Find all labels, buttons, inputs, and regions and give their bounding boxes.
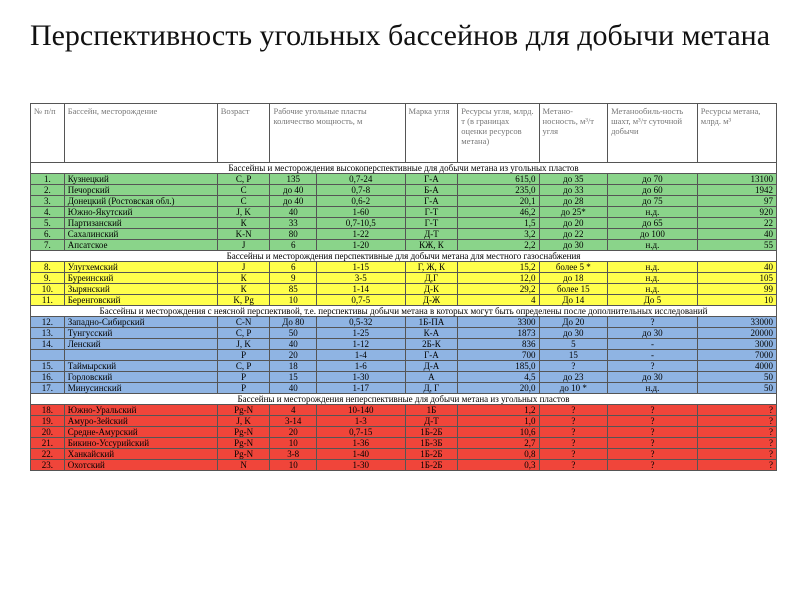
table-cell: ?: [539, 449, 608, 460]
table-cell: 0,7-10,5: [316, 218, 405, 229]
table-cell: н.д.: [608, 207, 698, 218]
header-seams: Рабочие угольные пласты количество мощность, м: [270, 104, 405, 163]
table-row: [31, 196, 777, 207]
slide-title: Перспективность угольных бассейнов для добычи метана: [29, 19, 771, 52]
table-body: [31, 163, 777, 471]
table-cell: 40: [270, 383, 316, 394]
table-cell: Д-Т: [405, 229, 458, 240]
table-cell: ?: [539, 427, 608, 438]
section-header-row: [31, 306, 777, 317]
table-cell: 0,7-15: [316, 427, 405, 438]
table-cell: Д,Г: [405, 273, 458, 284]
table-cell: 6.: [31, 229, 65, 240]
table-cell: более 5 *: [539, 262, 608, 273]
table-cell: 50: [270, 328, 316, 339]
table-cell: 1-15: [316, 262, 405, 273]
table-row: [31, 207, 777, 218]
header-basin: Бассейн, месторождение: [64, 104, 217, 163]
table-cell: Зырянский: [64, 284, 217, 295]
table-row: [31, 416, 777, 427]
table-cell: до 25*: [539, 207, 608, 218]
table-cell: 836: [458, 339, 539, 350]
table-cell: 1-25: [316, 328, 405, 339]
table-cell: Южно-Якутский: [64, 207, 217, 218]
table-cell: 0,7-5: [316, 295, 405, 306]
table-cell: Д-А: [405, 361, 458, 372]
table-cell: до 40: [270, 185, 316, 196]
table-cell: 2,2: [458, 240, 539, 251]
table-row: [31, 174, 777, 185]
table-cell: 235,0: [458, 185, 539, 196]
table-cell: 1-6: [316, 361, 405, 372]
table-cell: н.д.: [608, 273, 698, 284]
table-cell: 10.: [31, 284, 65, 295]
table-row: [31, 328, 777, 339]
table-row: [31, 427, 777, 438]
table-cell: 3-14: [270, 416, 316, 427]
table-row: [31, 405, 777, 416]
table-cell: Ленский: [64, 339, 217, 350]
table-cell: Г-А: [405, 350, 458, 361]
table-cell: 97: [697, 196, 776, 207]
table-cell: 6: [270, 262, 316, 273]
table-cell: до 75: [608, 196, 698, 207]
header-coal-grade: Марка угля: [405, 104, 458, 163]
table-cell: до 30: [539, 240, 608, 251]
table-cell: 40: [270, 207, 316, 218]
table-cell: 22.: [31, 449, 65, 460]
table-cell: 4: [270, 405, 316, 416]
table-cell: К: [217, 218, 270, 229]
table-cell: 15,2: [458, 262, 539, 273]
table-cell: 10,6: [458, 427, 539, 438]
table-cell: 13.: [31, 328, 65, 339]
table-cell: ?: [608, 416, 698, 427]
section-title: Бассейны и месторождения перспективные для добычи метана для местного газоснабжения: [31, 251, 777, 262]
table-cell: Pg-N: [217, 438, 270, 449]
table-row: [31, 383, 777, 394]
table-cell: 1-17: [316, 383, 405, 394]
table-cell: 20,0: [458, 383, 539, 394]
table-row: [31, 339, 777, 350]
table-cell: Д-К: [405, 284, 458, 295]
table-cell: 3300: [458, 317, 539, 328]
table-cell: ?: [539, 405, 608, 416]
table-cell: 2Б-К: [405, 339, 458, 350]
table-row: [31, 460, 777, 471]
table-cell: ?: [608, 317, 698, 328]
table-cell: 18: [270, 361, 316, 372]
table-cell: ?: [608, 361, 698, 372]
table-cell: до 40: [270, 196, 316, 207]
table-cell: С, Р: [217, 328, 270, 339]
table-cell: ?: [697, 427, 776, 438]
table-cell: [64, 350, 217, 361]
table-cell: 10: [270, 438, 316, 449]
table-cell: Западно-Сибирский: [64, 317, 217, 328]
table-cell: 0,7-24: [316, 174, 405, 185]
table-cell: 1-40: [316, 449, 405, 460]
table-cell: Г, Ж, К: [405, 262, 458, 273]
table-cell: ?: [539, 460, 608, 471]
table-cell: ?: [608, 405, 698, 416]
table-cell: н.д.: [608, 383, 698, 394]
table-cell: до 10 *: [539, 383, 608, 394]
table-cell: Буреинский: [64, 273, 217, 284]
table-cell: 1Б-3Б: [405, 438, 458, 449]
table-cell: Горловский: [64, 372, 217, 383]
table-cell: до 70: [608, 174, 698, 185]
table-row: [31, 350, 777, 361]
table-cell: Д-Ж: [405, 295, 458, 306]
table-cell: К: [217, 273, 270, 284]
table-cell: -: [608, 339, 698, 350]
table-cell: До 5: [608, 295, 698, 306]
table-cell: ?: [608, 460, 698, 471]
table-cell: 1Б-2Б: [405, 460, 458, 471]
table-cell: 700: [458, 350, 539, 361]
table-cell: Печорский: [64, 185, 217, 196]
table-cell: 99: [697, 284, 776, 295]
table-cell: 0,7-8: [316, 185, 405, 196]
table-row: [31, 218, 777, 229]
table-row: [31, 284, 777, 295]
table-cell: 46,2: [458, 207, 539, 218]
table-cell: [31, 350, 65, 361]
table-row: [31, 273, 777, 284]
table-cell: до 33: [539, 185, 608, 196]
table-cell: ?: [697, 449, 776, 460]
table-cell: А: [405, 372, 458, 383]
table-cell: 1.: [31, 174, 65, 185]
table-cell: до 30: [608, 372, 698, 383]
table-cell: 1Б-ПА: [405, 317, 458, 328]
table-cell: Кузнецкий: [64, 174, 217, 185]
table-cell: 1-12: [316, 339, 405, 350]
table-cell: ?: [608, 449, 698, 460]
table-cell: до 23: [539, 372, 608, 383]
table-cell: до 60: [608, 185, 698, 196]
table-cell: Минусинский: [64, 383, 217, 394]
table-cell: Беренговский: [64, 295, 217, 306]
table-cell: 3.: [31, 196, 65, 207]
table-cell: 1-30: [316, 372, 405, 383]
table-cell: J: [217, 262, 270, 273]
table-cell: ?: [697, 416, 776, 427]
table-cell: 12,0: [458, 273, 539, 284]
table-cell: 40: [697, 262, 776, 273]
table-cell: 18.: [31, 405, 65, 416]
table-cell: С, Р: [217, 174, 270, 185]
table-cell: 10: [270, 295, 316, 306]
section-header-row: [31, 251, 777, 262]
table-cell: 20: [270, 350, 316, 361]
table-cell: 15.: [31, 361, 65, 372]
coal-basins-table: [30, 103, 777, 471]
table-cell: Р: [217, 383, 270, 394]
table-cell: 33: [270, 218, 316, 229]
table-cell: 12.: [31, 317, 65, 328]
table-cell: ?: [697, 460, 776, 471]
table-cell: J, K: [217, 416, 270, 427]
table-cell: ?: [539, 438, 608, 449]
table-row: [31, 240, 777, 251]
table-cell: 50: [697, 372, 776, 383]
table-cell: J, K: [217, 339, 270, 350]
table-cell: более 15: [539, 284, 608, 295]
table-cell: 10-140: [316, 405, 405, 416]
table-cell: 29,2: [458, 284, 539, 295]
table-cell: С: [217, 185, 270, 196]
table-cell: Южно-Уральский: [64, 405, 217, 416]
table-cell: 1942: [697, 185, 776, 196]
table-cell: 4: [458, 295, 539, 306]
table-cell: ?: [608, 427, 698, 438]
table-cell: до 20: [539, 218, 608, 229]
header-methane-content: Метано-носность, м³/т угля: [539, 104, 608, 163]
table-row: [31, 229, 777, 240]
table-cell: Улугхемский: [64, 262, 217, 273]
header-age: Возраст: [217, 104, 270, 163]
table-row: [31, 262, 777, 273]
table-cell: 5.: [31, 218, 65, 229]
section-header-row: [31, 394, 777, 405]
table-cell: 0,3: [458, 460, 539, 471]
table-cell: Г-А: [405, 196, 458, 207]
table-row: [31, 372, 777, 383]
table-cell: 15: [539, 350, 608, 361]
table-cell: 2.: [31, 185, 65, 196]
table-cell: до 30: [539, 328, 608, 339]
table-cell: 11.: [31, 295, 65, 306]
table-cell: N: [217, 460, 270, 471]
table-cell: 20,1: [458, 196, 539, 207]
table-cell: 1,2: [458, 405, 539, 416]
table-cell: 20.: [31, 427, 65, 438]
table-cell: 50: [697, 383, 776, 394]
table-cell: 8.: [31, 262, 65, 273]
table-cell: Pg-N: [217, 449, 270, 460]
table-cell: Средне-Амурский: [64, 427, 217, 438]
table-cell: 615,0: [458, 174, 539, 185]
table-cell: -: [608, 350, 698, 361]
table-cell: ?: [608, 438, 698, 449]
table-cell: 4.: [31, 207, 65, 218]
table-cell: Pg-N: [217, 427, 270, 438]
table-cell: K, Pg: [217, 295, 270, 306]
table-cell: до 30: [608, 328, 698, 339]
table-cell: 1-22: [316, 229, 405, 240]
table-cell: н.д.: [608, 284, 698, 295]
table-cell: 10: [270, 460, 316, 471]
section-header-row: [31, 163, 777, 174]
table-cell: J, K: [217, 207, 270, 218]
table-cell: 22: [697, 218, 776, 229]
table-cell: Апсатское: [64, 240, 217, 251]
header-number: № п/п: [31, 104, 65, 163]
table-cell: До 80: [270, 317, 316, 328]
table-cell: 4000: [697, 361, 776, 372]
table-cell: Г-А: [405, 174, 458, 185]
table-cell: 0,8: [458, 449, 539, 460]
table-cell: Д-Т: [405, 416, 458, 427]
table-cell: 1-14: [316, 284, 405, 295]
table-cell: ?: [539, 416, 608, 427]
table-cell: 55: [697, 240, 776, 251]
table-cell: 1-4: [316, 350, 405, 361]
table-cell: 80: [270, 229, 316, 240]
table-cell: 135: [270, 174, 316, 185]
table-cell: Г-Т: [405, 218, 458, 229]
table-cell: 1Б: [405, 405, 458, 416]
table-cell: До 14: [539, 295, 608, 306]
table-cell: Бикино-Уссурийский: [64, 438, 217, 449]
table-cell: 9.: [31, 273, 65, 284]
table-cell: 105: [697, 273, 776, 284]
table-cell: 19.: [31, 416, 65, 427]
table-cell: 13100: [697, 174, 776, 185]
table-cell: 1-30: [316, 460, 405, 471]
table-cell: К: [217, 284, 270, 295]
table-cell: 15: [270, 372, 316, 383]
table-row: [31, 361, 777, 372]
table-cell: Р: [217, 350, 270, 361]
table-cell: Д, Г: [405, 383, 458, 394]
table-cell: Pg-N: [217, 405, 270, 416]
table-cell: 1,0: [458, 416, 539, 427]
table-cell: 3-8: [270, 449, 316, 460]
table-cell: 0,6-2: [316, 196, 405, 207]
table-cell: Охотский: [64, 460, 217, 471]
table-cell: 920: [697, 207, 776, 218]
table-cell: 6: [270, 240, 316, 251]
table-cell: 7.: [31, 240, 65, 251]
header-methane-resources: Ресурсы метана, млрд. м³: [697, 104, 776, 163]
table-cell: Ханкайский: [64, 449, 217, 460]
table-cell: 1873: [458, 328, 539, 339]
table-cell: 3000: [697, 339, 776, 350]
table-cell: До 20: [539, 317, 608, 328]
header-methane-release: Метанообиль-ность шахт, м³/т суточной добычи: [608, 104, 698, 163]
table-cell: до 100: [608, 229, 698, 240]
table-cell: C-N: [217, 317, 270, 328]
table-cell: ?: [539, 361, 608, 372]
section-title: Бассейны и месторождения высокоперспективные для добычи метана из угольных пластов: [31, 163, 777, 174]
table-cell: 17.: [31, 383, 65, 394]
table-cell: 3-5: [316, 273, 405, 284]
table-cell: К-А: [405, 328, 458, 339]
table-row: [31, 438, 777, 449]
table-cell: Сахалинский: [64, 229, 217, 240]
table-cell: 185,0: [458, 361, 539, 372]
table-cell: ?: [697, 438, 776, 449]
table-cell: до 18: [539, 273, 608, 284]
table-cell: 7000: [697, 350, 776, 361]
table-cell: K-N: [217, 229, 270, 240]
table-row: [31, 295, 777, 306]
header-row: [31, 104, 777, 163]
table-cell: 1Б-2Б: [405, 449, 458, 460]
table-cell: ?: [697, 405, 776, 416]
table-cell: Таймырский: [64, 361, 217, 372]
table-cell: Г-Т: [405, 207, 458, 218]
header-coal-resources: Ресурсы угля, млрд. т (в границах оценки ресурсов метана): [458, 104, 539, 163]
table-cell: 14.: [31, 339, 65, 350]
table-cell: Р: [217, 372, 270, 383]
table-cell: до 28: [539, 196, 608, 207]
table-cell: 40: [697, 229, 776, 240]
table-cell: до 65: [608, 218, 698, 229]
table-cell: Амуро-Зейский: [64, 416, 217, 427]
table-cell: н.д.: [608, 262, 698, 273]
table-cell: н.д.: [608, 240, 698, 251]
table-cell: Донецкий (Ростовская обл.): [64, 196, 217, 207]
table-cell: 5: [539, 339, 608, 350]
table-cell: 2,7: [458, 438, 539, 449]
section-title: Бассейны и месторождения с неясной перспективой, т.е. перспективы добычи метана в которых могут быть определены после дополнительных исследований: [31, 306, 777, 317]
table-cell: С, Р: [217, 361, 270, 372]
table-row: [31, 449, 777, 460]
table-cell: Партизанский: [64, 218, 217, 229]
table-cell: 16.: [31, 372, 65, 383]
table-cell: J: [217, 240, 270, 251]
table-cell: 1-20: [316, 240, 405, 251]
table-cell: 85: [270, 284, 316, 295]
table-cell: 9: [270, 273, 316, 284]
table-cell: 21.: [31, 438, 65, 449]
table-cell: 1-60: [316, 207, 405, 218]
table-cell: 40: [270, 339, 316, 350]
table-cell: 10: [697, 295, 776, 306]
table-cell: Тунгусский: [64, 328, 217, 339]
table-cell: Б-А: [405, 185, 458, 196]
table-cell: 33000: [697, 317, 776, 328]
table-cell: 20: [270, 427, 316, 438]
table-cell: до 22: [539, 229, 608, 240]
table-cell: 0,5-32: [316, 317, 405, 328]
table-cell: 1,5: [458, 218, 539, 229]
table-cell: 1Б-2Б: [405, 427, 458, 438]
table-cell: 23.: [31, 460, 65, 471]
table-cell: С: [217, 196, 270, 207]
table-cell: до 35: [539, 174, 608, 185]
section-title: Бассейны и месторождения неперспективные для добычи метана из угольных пластов: [31, 394, 777, 405]
table-cell: 20000: [697, 328, 776, 339]
table-row: [31, 317, 777, 328]
table-row: [31, 185, 777, 196]
table-cell: 4,5: [458, 372, 539, 383]
table-cell: КЖ, К: [405, 240, 458, 251]
table-cell: 1-3: [316, 416, 405, 427]
table-cell: 1-36: [316, 438, 405, 449]
table-cell: 3,2: [458, 229, 539, 240]
